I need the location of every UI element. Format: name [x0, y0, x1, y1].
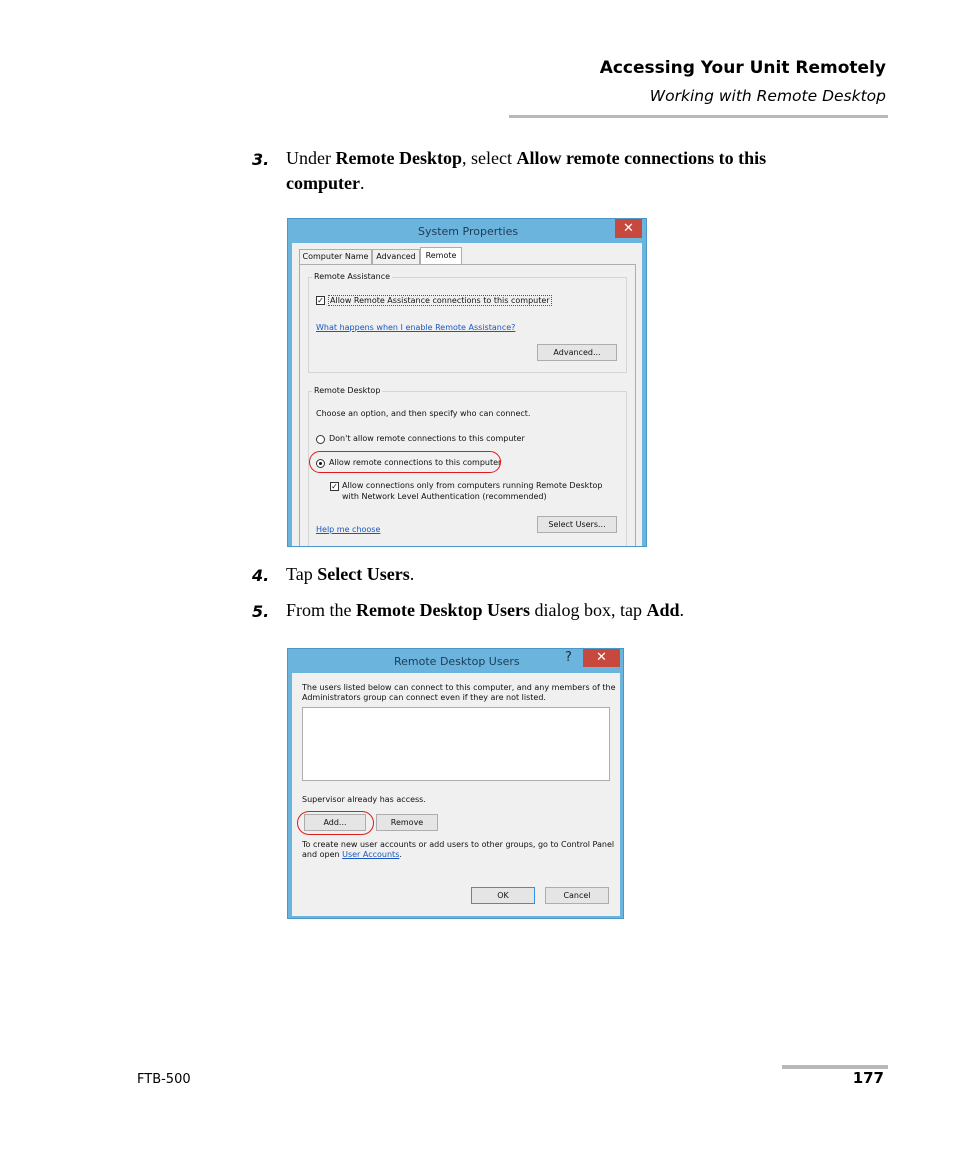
- dont-allow-radio[interactable]: [316, 435, 325, 444]
- remote-desktop-label: Remote Desktop: [314, 386, 381, 395]
- nla-label-line1[interactable]: Allow connections only from computers running Remote Desktop: [342, 481, 603, 490]
- running-header-title: Accessing Your Unit Remotely: [599, 58, 886, 78]
- nla-label-line2[interactable]: with Network Level Authentication (recommended): [342, 492, 547, 501]
- ok-button[interactable]: OK: [471, 887, 535, 904]
- advanced-button[interactable]: Advanced...: [537, 344, 617, 361]
- remote-desktop-users-window: [287, 648, 624, 919]
- cancel-button[interactable]: Cancel: [545, 887, 609, 904]
- running-header-subtitle: Working with Remote Desktop: [649, 87, 886, 105]
- remote-assistance-label: Remote Assistance: [314, 272, 391, 281]
- dialog-client-area: [292, 673, 620, 916]
- dont-allow-label[interactable]: Don't allow remote connections to this computer: [329, 434, 525, 443]
- document-id: FTB-500: [137, 1072, 191, 1087]
- help-me-choose-link[interactable]: Help me choose: [316, 525, 381, 534]
- tab-computer-name[interactable]: Computer Name: [299, 249, 372, 264]
- intro-line-2: Administrators group can connect even if they are not listed.: [302, 693, 546, 702]
- remove-button[interactable]: Remove: [376, 814, 438, 831]
- system-properties-window: [287, 218, 647, 547]
- step-3-number: 3.: [252, 150, 270, 169]
- footer-note-line-2: and open User Accounts.: [302, 850, 402, 859]
- dialog-client-area: [292, 243, 642, 547]
- window-title: System Properties: [418, 225, 519, 238]
- help-button[interactable]: ?: [565, 650, 572, 665]
- tab-remote[interactable]: Remote: [420, 247, 462, 265]
- add-button[interactable]: Add...: [304, 814, 366, 831]
- users-list[interactable]: [302, 707, 610, 781]
- step-4-number: 4.: [252, 566, 270, 585]
- remote-assistance-help-link[interactable]: What happens when I enable Remote Assistance?: [316, 323, 516, 332]
- remote-desktop-instruction: Choose an option, and then specify who can connect.: [316, 409, 531, 418]
- step-3-text: Under Remote Desktop, select Allow remote connections to this computer.: [286, 148, 767, 193]
- close-button[interactable]: ✕: [583, 649, 620, 667]
- allow-remote-assistance-checkbox[interactable]: ✓: [317, 296, 324, 305]
- access-note: Supervisor already has access.: [302, 795, 426, 804]
- page-number: 177: [852, 1069, 884, 1087]
- highlight-ring: [297, 811, 374, 835]
- tab-advanced[interactable]: Advanced: [372, 249, 420, 264]
- window-title: Remote Desktop Users: [394, 655, 520, 668]
- allow-remote-assistance-label[interactable]: Allow Remote Assistance connections to this computer: [330, 296, 550, 305]
- allow-remote-label[interactable]: Allow remote connections to this computer: [329, 458, 502, 467]
- intro-line-1: The users listed below can connect to this computer, and any members of the: [302, 683, 616, 692]
- step-5-text: From the Remote Desktop Users dialog box, tap Add.: [286, 600, 684, 620]
- header-rule: [509, 115, 888, 118]
- step-5-number: 5.: [252, 602, 270, 621]
- footer-note-line-1: To create new user accounts or add users to other groups, go to Control Panel: [302, 840, 615, 849]
- step-4-text: Tap Select Users.: [286, 564, 415, 584]
- highlight-ring: [309, 451, 501, 473]
- select-users-button[interactable]: Select Users...: [537, 516, 617, 533]
- nla-checkbox[interactable]: ✓: [331, 482, 338, 491]
- user-accounts-link[interactable]: User Accounts: [342, 850, 400, 859]
- close-button[interactable]: ✕: [615, 219, 642, 238]
